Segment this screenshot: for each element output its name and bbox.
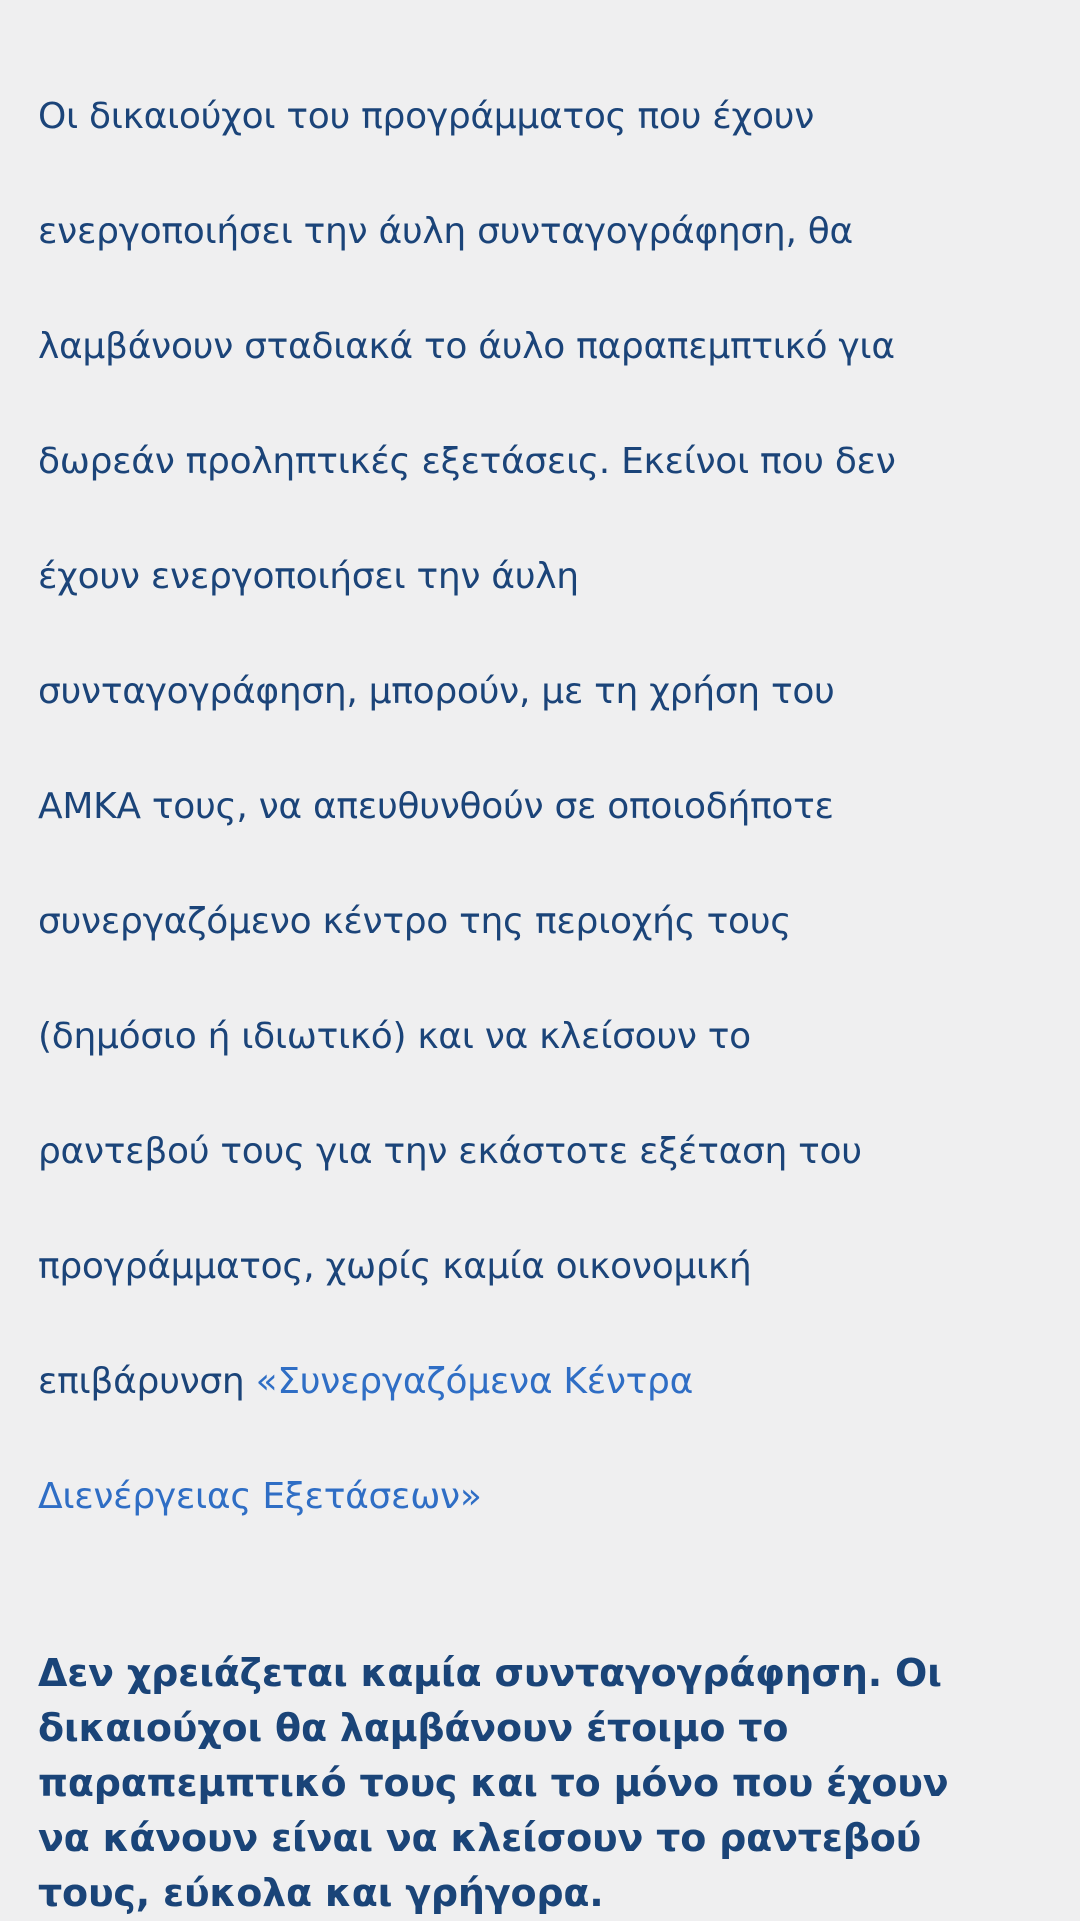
paragraph-line: ενεργοποιήσει την άυλη συνταγογράφηση, θα [38, 210, 853, 252]
paragraph-line: ραντεβού τους για την εκάστοτε εξέταση του [38, 1130, 862, 1172]
article-content [38, 30, 1048, 1921]
paragraph-line: Οι δικαιούχοι του προγράμματος που έχουν [38, 95, 815, 137]
bold-line: να κάνουν είναι να κλείσουν το ραντεβού [38, 1815, 922, 1860]
bold-line: τους, εύκολα και γρήγορα. [38, 1870, 604, 1915]
bold-line: δικαιούχοι θα λαμβάνουν έτοιμο το [38, 1705, 789, 1750]
bold-line: παραπεμπτικό τους και το μόνο που έχουν [38, 1760, 949, 1805]
paragraph-line-with-link [38, 1353, 1048, 1411]
partner-centers-link-continued[interactable]: Διενέργειας Εξετάσεων» [38, 1475, 482, 1517]
partner-centers-link[interactable]: «Συνεργαζόμενα Κέντρα [255, 1360, 694, 1402]
paragraph-line: συνταγογράφηση, μπορούν, με τη χρήση του [38, 670, 835, 712]
paragraph-line: ΑΜΚΑ τους, να απευθυνθούν σε οποιοδήποτε [38, 785, 834, 827]
paragraph-line: συνεργαζόμενο κέντρο της περιοχής τους [38, 900, 792, 942]
article-paragraph [38, 30, 1048, 1583]
paragraph-line: δωρεάν προληπτικές εξετάσεις. Εκείνοι που δεν [38, 440, 896, 482]
paragraph-line: έχουν ενεργοποιήσει την άυλη [38, 555, 579, 597]
paragraph-line-link [38, 1468, 1048, 1526]
paragraph-line: προγράμματος, χωρίς καμία οικονομική [38, 1245, 752, 1287]
bold-line: Δεν χρειάζεται καμία συνταγογράφηση. Οι [38, 1650, 942, 1695]
paragraph-line: λαμβάνουν σταδιακά το άυλο παραπεμπτικό για [38, 325, 895, 367]
bold-highlight-paragraph [38, 1646, 1048, 1921]
paragraph-line: (δημόσιο ή ιδιωτικό) και να κλείσουν το [38, 1015, 751, 1057]
paragraph-text: επιβάρυνση [38, 1360, 256, 1402]
